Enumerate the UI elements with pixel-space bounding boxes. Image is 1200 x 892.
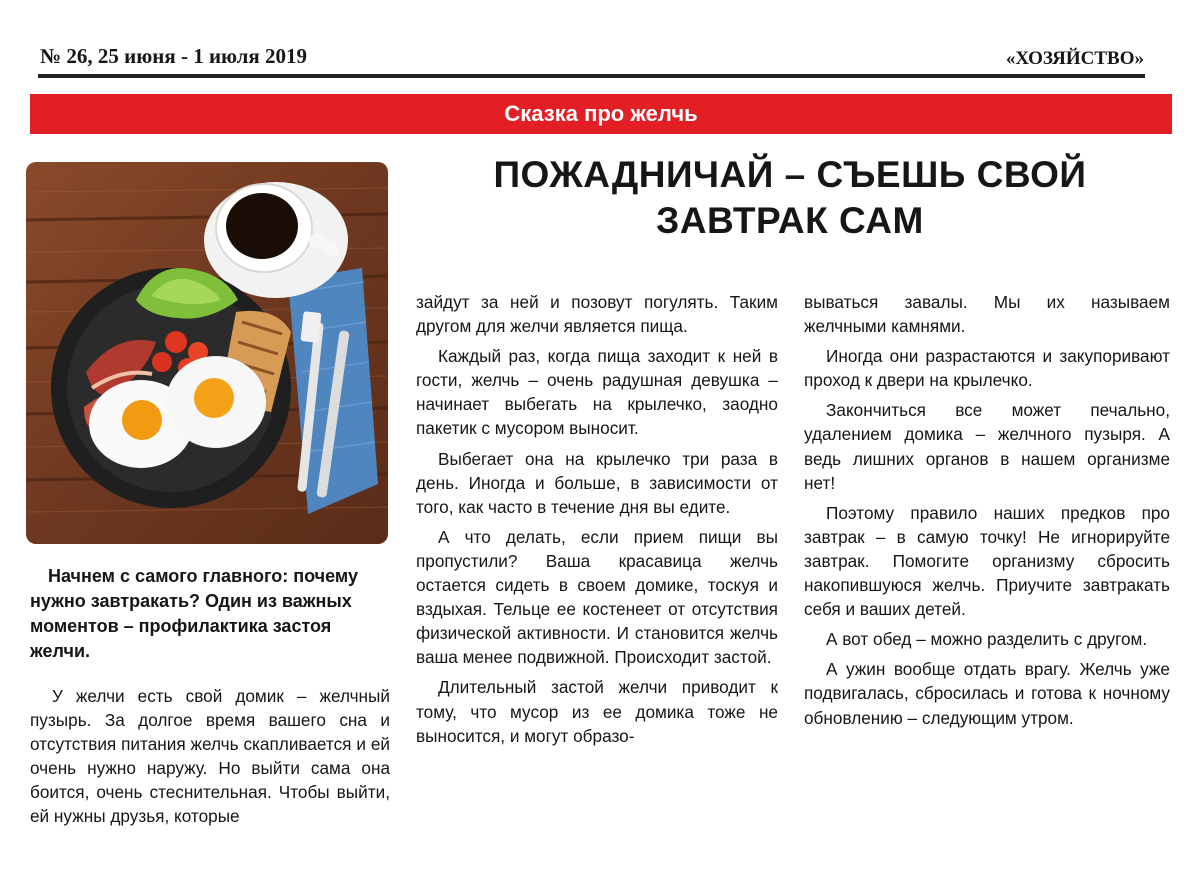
headline-line-1: ПОЖАДНИЧАЙ – СЪЕШЬ СВОЙ — [493, 154, 1087, 195]
text-column-2 — [416, 290, 778, 754]
paragraph: А ужин вообще отдать врагу. Желчь уже подвигалась, сбросилась и готова к ночному обновлению – следующим утром. — [804, 659, 1170, 728]
issue-date: № 26, 25 июня - 1 июля 2019 — [40, 44, 307, 68]
paragraph: Длительный застой желчи приводит к тому, что мусор из ее домика тоже не выносится, и могут образо- — [416, 677, 778, 746]
rubric-banner: Сказка про желчь — [30, 94, 1172, 134]
paragraph: А что делать, если прием пищи вы пропустили? Ваша красавица желчь остается сидеть в своем домике, тоскуя и вздыхая. Тельце ее костенеет от отсутствия физической активности. И становится желчь ваша менее подвижной. Происходит застой. — [416, 526, 778, 668]
paragraph: А вот обед – можно разделить с другом. — [826, 629, 1148, 650]
text-column-1 — [30, 684, 390, 835]
paragraph: зайдут за ней и позовут погулять. Таким другом для желчи является пища. — [416, 292, 778, 337]
newspaper-section: «ХОЗЯЙСТВО» — [1005, 48, 1144, 69]
breakfast-photo — [26, 162, 388, 544]
header-rule — [38, 74, 1145, 78]
paragraph: У желчи есть свой домик – желчный пузырь. За долгое время вашего сна и отсутствия питания желчь скапливается и ей очень нужно наружу. Но выйти сама она боится, очень стеснительная. Чтобы выйти, ей нужны друзья, которые — [30, 686, 390, 827]
paragraph: Поэтому правило наших предков про завтрак – в самую точку! Не игнорируйте завтрак. Помогите организму сбросить накопившуюся желчь. Приучите завтракать себя и ваших детей. — [804, 502, 1170, 620]
text-column-3 — [804, 290, 1170, 736]
paragraph: Выбегает она на крылечко три раза в день. Иногда и больше, в зависимости от того, как часто в течение дня вы едите. — [416, 448, 778, 517]
headline-line-2: ЗАВТРАК САМ — [656, 200, 924, 241]
paragraph: вываться завалы. Мы их называем желчными камнями. — [804, 292, 1170, 337]
paragraph: Иногда они разрастаются и закупоривают проход к двери на крылечко. — [804, 346, 1170, 391]
article-headline — [420, 152, 1160, 244]
paragraph: Каждый раз, когда пища заходит к ней в гости, желчь – очень радушная девушка – начинает выбегать на крылечко, заодно пакетик с мусором выносит. — [416, 346, 778, 439]
paragraph: Закончиться все может печально, удалением домика – желчного пузыря. А ведь лишних органов в нашем организме нет! — [804, 400, 1170, 493]
article-lead: Начнем с самого главного: почему нужно завтракать? Один из важных моментов – профилактика застоя желчи. — [30, 566, 358, 661]
